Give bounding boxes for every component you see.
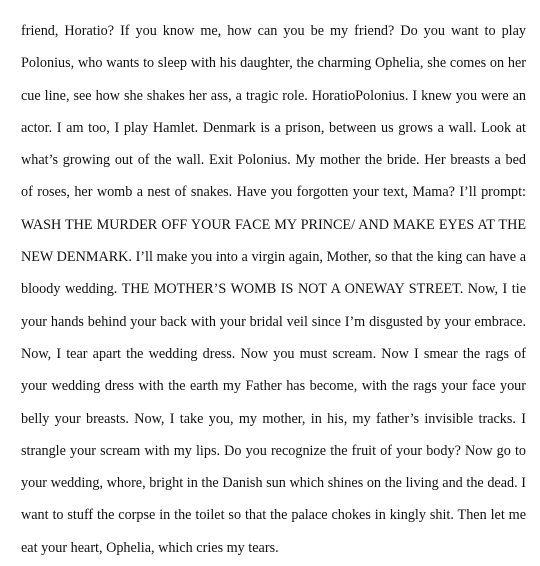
text-line-4: actor. I am too, I play Hamlet. Denmark is a prison, between us grows a wall. Look at xyxy=(21,119,526,136)
text-line-6: of roses, her womb a nest of snakes. Have you forgotten your text, Mama? I’ll prompt: xyxy=(21,184,526,201)
body-text xyxy=(21,17,526,566)
text-line-14: strangle your scream with my lips. Do you recognize the fruit of your body? Now go to xyxy=(21,442,526,459)
text-line-13: belly your breasts. Now, I take you, my mother, in his, my father’s invisible tracks. I xyxy=(21,410,526,427)
text-line-12: your wedding dress with the earth my Father has become, with the rags your face your xyxy=(21,378,526,395)
text-line-2: Polonius, who wants to sleep with his daughter, the charming Ophelia, she comes on her xyxy=(21,55,526,72)
text-line-11: Now, I tear apart the wedding dress. Now you must scream. Now I smear the rags of xyxy=(21,345,526,362)
text-line-10: your hands behind your back with your bridal veil since I’m disgusted by your embrace. xyxy=(21,313,526,330)
text-line-15: your wedding, whore, bright in the Danish sun which shines on the living and the dead. I xyxy=(21,475,526,492)
text-line-8: NEW DENMARK. I’ll make you into a virgin again, Mother, so that the king can have a xyxy=(21,249,526,266)
text-line-3: cue line, see how she shakes her ass, a tragic role. HoratioPolonius. I knew you were an xyxy=(21,87,526,104)
text-line-9: bloody wedding. THE MOTHER’S WOMB IS NOT A ONEWAY STREET. Now, I tie xyxy=(21,281,526,298)
text-line-7: WASH THE MURDER OFF YOUR FACE MY PRINCE/ AND MAKE EYES AT THE xyxy=(21,216,526,233)
text-line-5: what’s growing out of the wall. Exit Polonius. My mother the bride. Her breasts a bed xyxy=(21,152,526,169)
text-line-17: eat your heart, Ophelia, which cries my tears. xyxy=(21,539,279,556)
text-line-1: friend, Horatio? If you know me, how can you be my friend? Do you want to play xyxy=(21,23,526,39)
text-line-16: want to stuff the corpse in the toilet so that the palace chokes in kingly shit. Then let me xyxy=(21,507,526,524)
